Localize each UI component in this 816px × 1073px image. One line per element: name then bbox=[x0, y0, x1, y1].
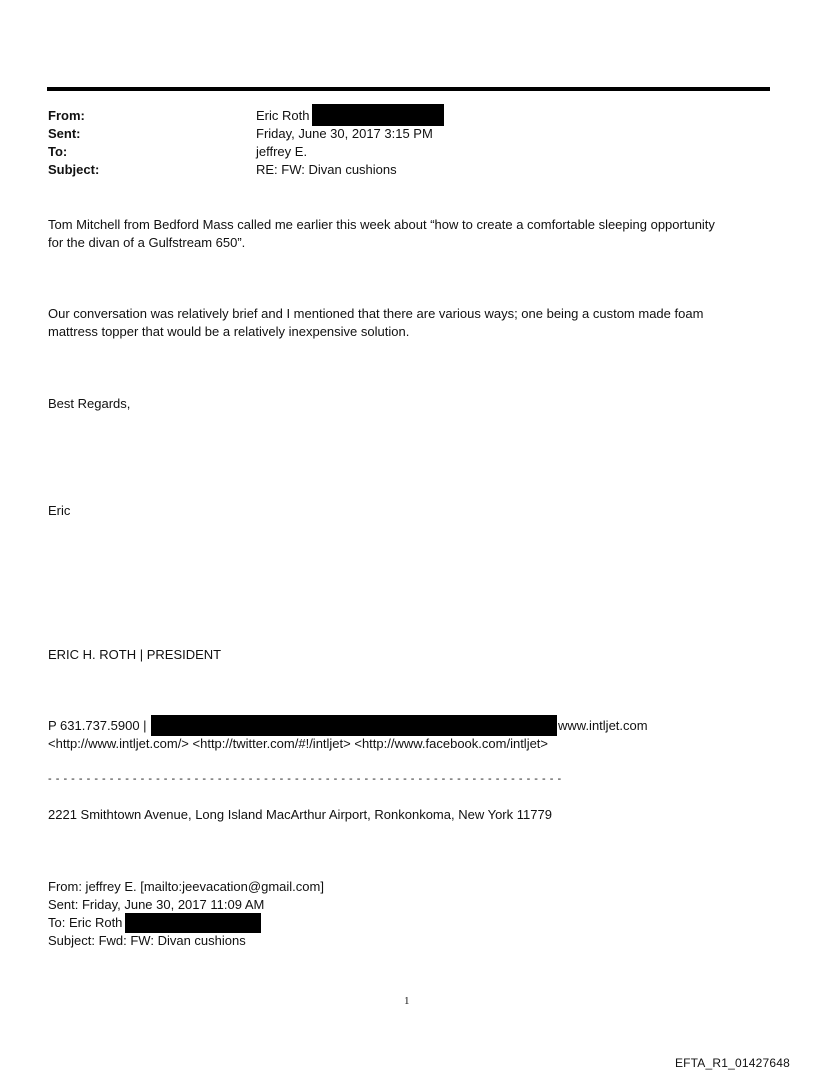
signature-title: ERIC H. ROTH | PRESIDENT bbox=[48, 647, 222, 662]
redaction-block bbox=[125, 913, 261, 933]
forwarded-subject: Subject: Fwd: FW: Divan cushions bbox=[48, 933, 246, 948]
sent-value: Friday, June 30, 2017 3:15 PM bbox=[256, 126, 433, 141]
header-rule bbox=[47, 87, 770, 91]
signature-website: www.intljet.com bbox=[558, 718, 648, 733]
signature-links: <http://www.intljet.com/> <http://twitter.com/#!/intljet> <http://www.facebook.com/intljet> bbox=[48, 736, 549, 751]
forwarded-to: To: Eric Roth bbox=[48, 915, 123, 930]
sent-label: Sent: bbox=[48, 126, 81, 141]
to-value: jeffrey E. bbox=[256, 144, 308, 159]
forwarded-sent: Sent: Friday, June 30, 2017 11:09 AM bbox=[48, 897, 265, 912]
bates-id: EFTA_R1_01427648 bbox=[674, 1056, 790, 1070]
redaction-block bbox=[151, 715, 557, 736]
closing: Best Regards, bbox=[48, 396, 131, 411]
from-value: Eric Roth bbox=[256, 108, 310, 123]
signature-divider: - - - - - - - - - - - - - - - - - - - - - - - - - - - - - - - - - - - - - - - - - - - - - - - - - - - - - - - - - - - - - - - - - - - bbox=[48, 773, 562, 785]
signature-phone: P 631.737.5900 | bbox=[48, 718, 147, 733]
sender-name: Eric bbox=[48, 503, 71, 518]
body-paragraph-1-line-1: Tom Mitchell from Bedford Mass called me earlier this week about “how to create a comfortable sleeping opportunity bbox=[48, 217, 715, 232]
subject-label: Subject: bbox=[48, 162, 100, 177]
subject-value: RE: FW: Divan cushions bbox=[256, 162, 397, 177]
body-paragraph-2-line-1: Our conversation was relatively brief and I mentioned that there are various ways; one being a custom made foam bbox=[48, 306, 704, 321]
signature-address: 2221 Smithtown Avenue, Long Island MacArthur Airport, Ronkonkoma, New York 11779 bbox=[48, 807, 552, 822]
body-paragraph-1-line-2: for the divan of a Gulfstream 650”. bbox=[48, 235, 246, 250]
from-label: From: bbox=[48, 108, 85, 123]
forwarded-from: From: jeffrey E. [mailto:jeevacation@gmail.com] bbox=[48, 879, 324, 894]
body-paragraph-2-line-2: mattress topper that would be a relatively inexpensive solution. bbox=[48, 324, 410, 339]
redaction-block bbox=[312, 104, 444, 126]
to-label: To: bbox=[48, 144, 68, 159]
page-number: 1 bbox=[404, 995, 410, 1007]
